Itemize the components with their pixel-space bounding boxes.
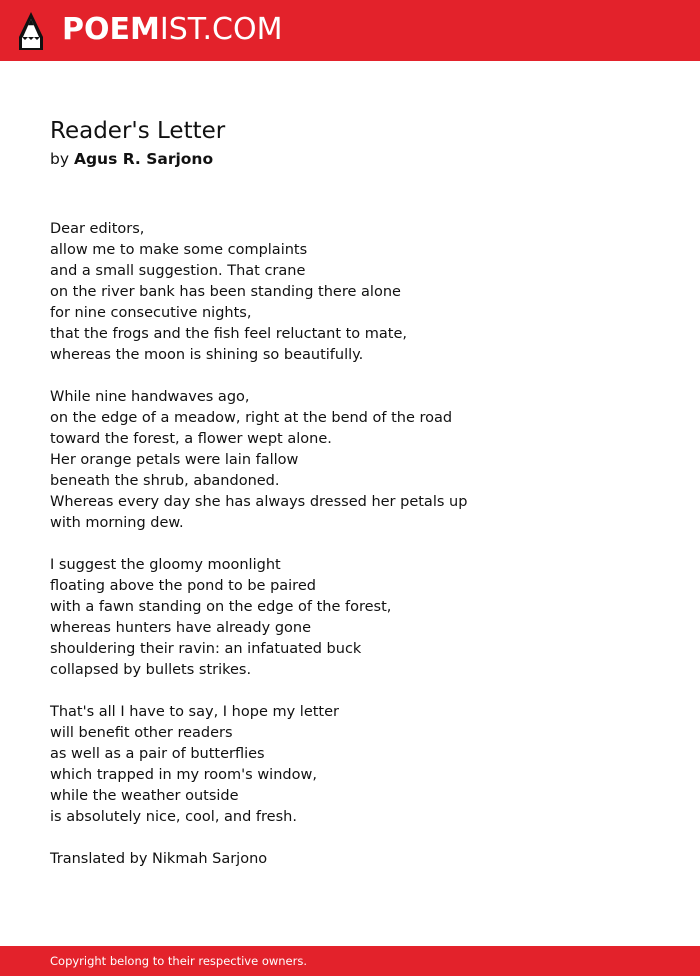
poem-line: on the river bank has been standing there alone bbox=[50, 284, 401, 300]
poem-line: I suggest the gloomy moonlight bbox=[50, 557, 281, 573]
poem-line: will benefit other readers bbox=[50, 725, 233, 741]
poem-line: Dear editors, bbox=[50, 221, 145, 237]
poem-line: toward the forest, a flower wept alone. bbox=[50, 431, 332, 447]
poem-body bbox=[50, 219, 650, 870]
pencil-tip-icon[interactable] bbox=[18, 11, 44, 51]
site-logo-text[interactable] bbox=[62, 12, 282, 48]
stanza-1 bbox=[50, 219, 650, 366]
poem-line: allow me to make some complaints bbox=[50, 242, 308, 258]
poem-author: Agus R. Sarjono bbox=[73, 150, 214, 168]
site-footer bbox=[0, 946, 700, 976]
copyright-notice: Copyright belong to their respective owners. bbox=[50, 954, 308, 968]
poem-line: whereas hunters have already gone bbox=[50, 620, 312, 636]
poem-line: and a small suggestion. That crane bbox=[50, 263, 306, 279]
stanza-4 bbox=[50, 702, 650, 828]
poem-line: as well as a pair of butterflies bbox=[50, 746, 265, 762]
poem-line: on the edge of a meadow, right at the bend of the road bbox=[50, 410, 453, 426]
poem-line: beneath the shrub, abandoned. bbox=[50, 473, 280, 489]
poem-line: that the frogs and the fish feel reluctant to mate, bbox=[50, 326, 408, 342]
poem-line: collapsed by bullets strikes. bbox=[50, 662, 252, 678]
poem-line: while the weather outside bbox=[50, 788, 239, 804]
poem-line: That's all I have to say, I hope my letter bbox=[50, 704, 339, 720]
poem-line: is absolutely nice, cool, and fresh. bbox=[50, 809, 297, 825]
poem-line: floating above the pond to be paired bbox=[50, 578, 316, 594]
poem-line: Whereas every day she has always dressed her petals up bbox=[50, 494, 468, 510]
translator-credit: Translated by Nikmah Sarjono bbox=[50, 851, 268, 867]
poem-line: with a fawn standing on the edge of the forest, bbox=[50, 599, 392, 615]
poem-line: whereas the moon is shining so beautifully. bbox=[50, 347, 364, 363]
poem-line: for nine consecutive nights, bbox=[50, 305, 252, 321]
brand-light: IST.COM bbox=[159, 12, 283, 47]
stanza-2 bbox=[50, 387, 650, 534]
poem-line: with morning dew. bbox=[50, 515, 184, 531]
brand-bold: POEM bbox=[62, 12, 160, 47]
poem-line: which trapped in my room's window, bbox=[50, 767, 317, 783]
site-header bbox=[0, 0, 700, 61]
poem-line: shouldering their ravin: an infatuated buck bbox=[50, 641, 362, 657]
poem-line: Her orange petals were lain fallow bbox=[50, 452, 299, 468]
poem-byline bbox=[50, 148, 213, 170]
by-label: by bbox=[50, 150, 70, 168]
stanza-3 bbox=[50, 555, 650, 681]
poem-line: While nine handwaves ago, bbox=[50, 389, 250, 405]
poem-title: Reader's Letter bbox=[50, 118, 226, 144]
